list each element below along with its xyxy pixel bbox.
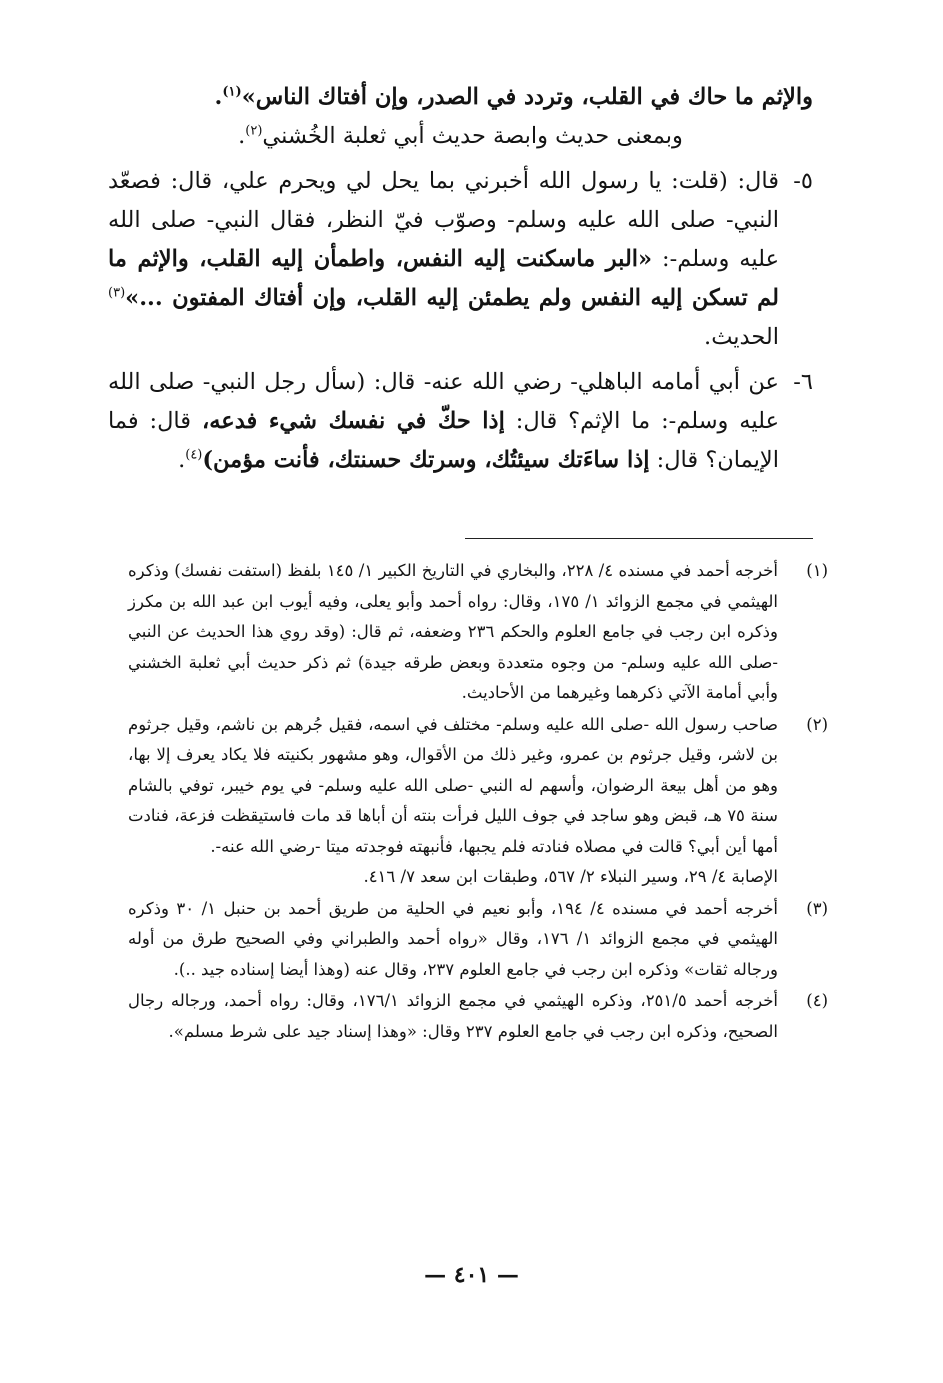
quote-text: والإثم ما حاك في القلب، وتردد في الصدر، وإن أفتاك الناس» (241, 84, 813, 110)
footnote-4 (128, 986, 828, 1047)
footnote-1 (128, 556, 828, 709)
footnotes (128, 556, 828, 1048)
footnote-3 (128, 894, 828, 986)
main-text (108, 78, 813, 480)
hadith-item-5 (108, 162, 813, 357)
footnote-separator (465, 538, 813, 539)
quote-line: والإثم ما حاك في القلب، وتردد في الصدر، وإن أفتاك الناس»$^{(١)}$. (214, 84, 813, 110)
footnote-sources: الإصابة ٤/ ٢٩، وسير النبلاء ٢/ ٥٦٧، وطبقات ابن سعد ٧/ ٤١٦. (363, 867, 778, 886)
meaning-line: وبمعنى حديث وابصة حديث أبي ثعلبة الخُشني$^{(٢)}$. (238, 123, 683, 149)
item-number: ٦- (793, 369, 813, 395)
footnote-number: (١) (806, 561, 828, 580)
item-body: قال: (قلت: يا رسول الله أخبرني بما يحل لي ويحرم علي، قال: فصعّد النبي- صلى الله عليه وسلم- وصوّب فيّ النظر، فقال النبي- صلى الله عليه وسلم-: «البر ماسكنت إليه النفس، واطمأن إليه القلب، والإثم ما لم تسكن إليه النفس ولم يطمئن إليه القلب، وإن أفتاك المفتون ...»$^{(٣)}$ الحديث. (108, 168, 780, 350)
footnote-ref-4[interactable]: (٤) (185, 447, 203, 463)
item-body: عن أبي أمامه الباهلي- رضي الله عنه- قال: (سأل رجل النبي- صلى الله عليه وسلم-: ما الإثم؟ قال: إذا حكّ في نفسك شيء فدعه، قال: فما الإيمان؟ قال: إذا ساءَتك سيئتُك، وسرتك حسنتك، فأنت مؤمن)$^{(٤)}$. (108, 369, 780, 473)
footnote-number: (٣) (806, 898, 828, 918)
footnote-text: أخرجه أحمد في مسنده ٤/ ١٩٤، وأبو نعيم في الحلية من طريق أحمد بن حنبل ١/ ٣٠ وذكره الهيثمي في مجمع الزوائد ١/ ١٧٦، وقال «رواه أحمد والطبراني وفي الصحيح طرق من أوله ورجاله ثقات» وذكره ابن رجب في جامع العلوم ٢٣٧، وقال عنه (وهذا أيضا إسناده جيد ..). (128, 898, 778, 979)
footnote-text: أخرجه أحمد ٢٥١/٥، وذكره الهيثمي في مجمع الزوائد ١٧٦/١، وقال: رواه أحمد، ورجاله رجال الصحيح، وذكره ابن رجب في جامع العلوم ٢٣٧ وقال: «وهذا إسناد جيد على شرط مسلم». (128, 991, 778, 1041)
footnote-number: (٤) (806, 991, 828, 1010)
footnote-text: صاحب رسول الله -صلى الله عليه وسلم- مختلف في اسمه، فقيل جُرهم بن ناشم، وقيل جرثوم بن لاشر، وقيل جرثوم بن عمرو، وغير ذلك من الأقوال، وهو مشهور بكنيته فلا يكاد يعرف إلا بها، وهو من أهل بيعة الرضوان، وأسهم له النبي -صلى الله عليه وسلم- في يوم خيبر، توفي بالشام سنة ٧٥ هـ، قبض وهو ساجد في جوف الليل فرأت بنته أن أباها قد مات فاستيقظت فزعة، فنادت أمها أين أبي؟ قالت في مصلاه فنادته فلم يجبها، فأنبهته فوجدته ميتا -رضي الله عنه-. (128, 714, 778, 856)
item-number: ٥- (793, 168, 813, 194)
footnote-2 (128, 710, 828, 893)
hadith-text: «البر ماسكنت إليه النفس، واطمأن إليه القلب، والإثم ما لم تسكن إليه النفس ولم يطمئن إليه القلب، وإن أفتاك المفتون ...» (108, 246, 779, 311)
hadith-text: إذا حكّ في نفسك شيء فدعه، (201, 408, 505, 434)
footnote-ref-1[interactable]: (١) (222, 84, 242, 100)
footnote-number: (٢) (806, 714, 828, 734)
footnote-ref-3[interactable]: (٣) (108, 285, 126, 301)
hadith-text: إذا ساءَتك سيئتُك، وسرتك حسنتك، فأنت مؤمن) (202, 447, 650, 473)
page-number: — ٤٠١ — (424, 1262, 519, 1288)
hadith-item-6 (108, 363, 813, 480)
footnote-text: أخرجه أحمد في مسنده ٤/ ٢٢٨، والبخاري في التاريخ الكبير ١/ ١٤٥ بلفظ (استفت نفسك) وذكره الهيثمي في مجمع الزوائد ١/ ١٧٥، وقال: رواه أحمد وأبو يعلى، وفيه أيوب ابن عبد الله بن مكرز وذكره ابن رجب في جامع العلوم والحكم ٢٣٦ وضعفه، ثم قال: (وقد روي هذا الحديث عن النبي -صلى الله عليه وسلم- من وجوه متعددة وبعض طرقه جيدة) ثم ذكر حديث أبي ثعلبة الخشني وأبي أمامة الآتي ذكرهما وغيرهما من الأحاديث. (128, 561, 779, 702)
footnote-ref-2[interactable]: (٢) (245, 123, 263, 139)
meaning-text: وبمعنى حديث وابصة حديث أبي ثعلبة الخُشني (262, 123, 683, 149)
